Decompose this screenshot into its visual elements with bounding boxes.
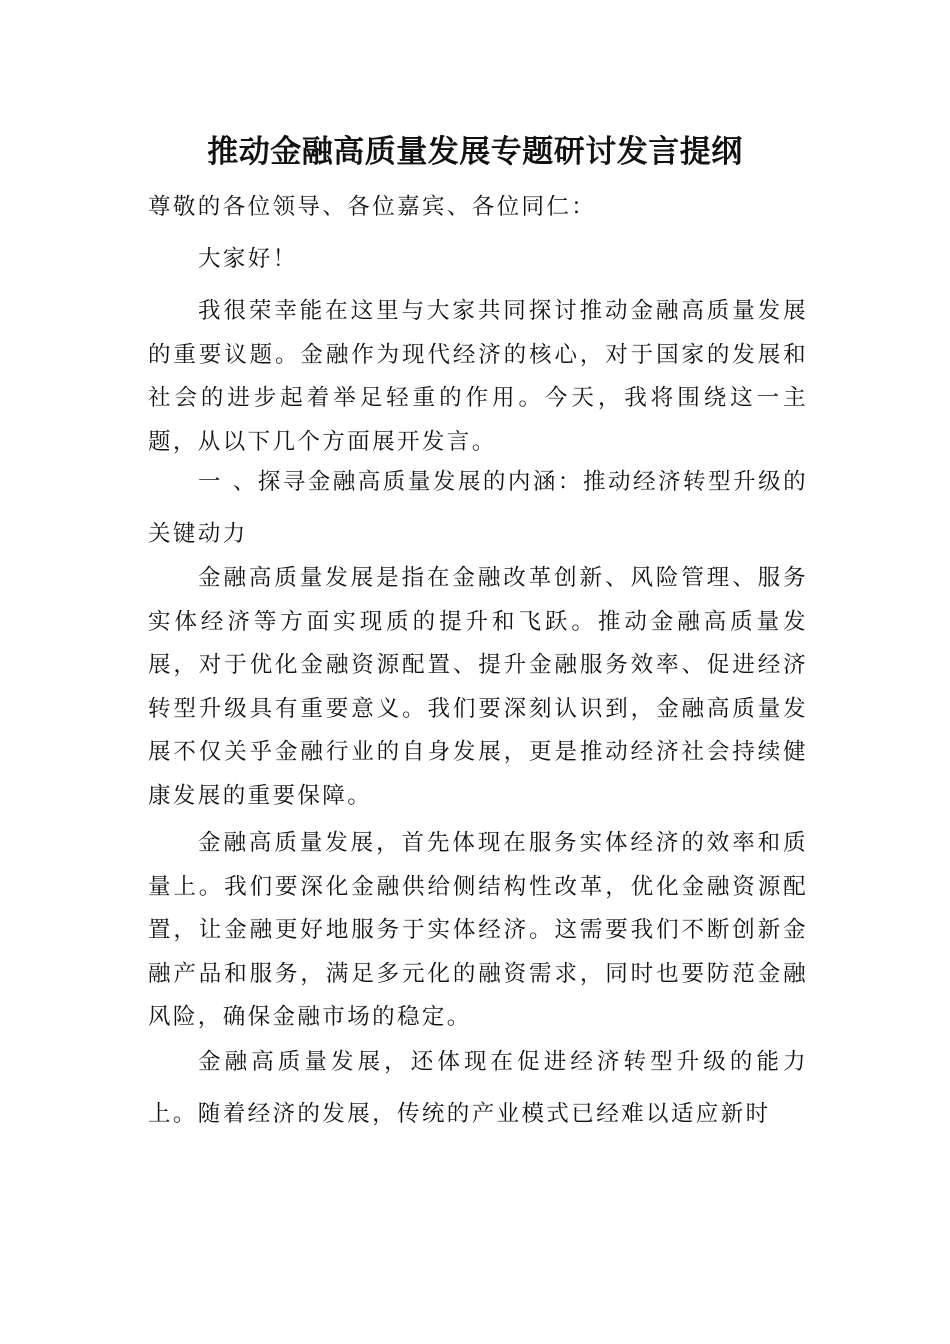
section-heading-1: 一 、探寻金融高质量发展的内涵：推动经济转型升级的关键动力	[148, 469, 808, 547]
body-paragraph-2: 金融高质量发展，首先体现在服务实体经济的效率和质量上。我们要深化金融供给侧结构性改革，优化金融资源配置，让金融更好地服务于实体经济。这需要我们不断创新金融产品和服务，满足多元化的融资需求，同时也要防范金融风险，确保金融市场的稳定。	[148, 830, 808, 1030]
document-title: 推动金融高质量发展专题研讨发言提纲	[207, 134, 743, 170]
salutation: 尊敬的各位领导、各位嘉宾、各位同仁：	[148, 194, 597, 220]
body-paragraph-3: 金融高质量发展，还体现在促进经济转型升级的能力上。随着经济的发展，传统的产业模式已经难以适应新时	[148, 1049, 808, 1127]
body-paragraph-1: 金融高质量发展是指在金融改革创新、风险管理、服务实体经济等方面实现质的提升和飞跃。推动金融高质量发展，对于优化金融资源配置、提升金融服务效率、促进经济转型升级具有重要意义。我们要深刻认识到，金融高质量发展不仅关乎金融行业的自身发展，更是推动经济社会持续健康发展的重要保障。	[148, 565, 808, 809]
intro-paragraph: 我很荣幸能在这里与大家共同探讨推动金融高质量发展的重要议题。金融作为现代经济的核心，对于国家的发展和社会的进步起着举足轻重的作用。今天，我将围绕这一主题，从以下几个方面展开发言。	[148, 298, 808, 455]
greeting: 大家好！	[198, 246, 298, 272]
